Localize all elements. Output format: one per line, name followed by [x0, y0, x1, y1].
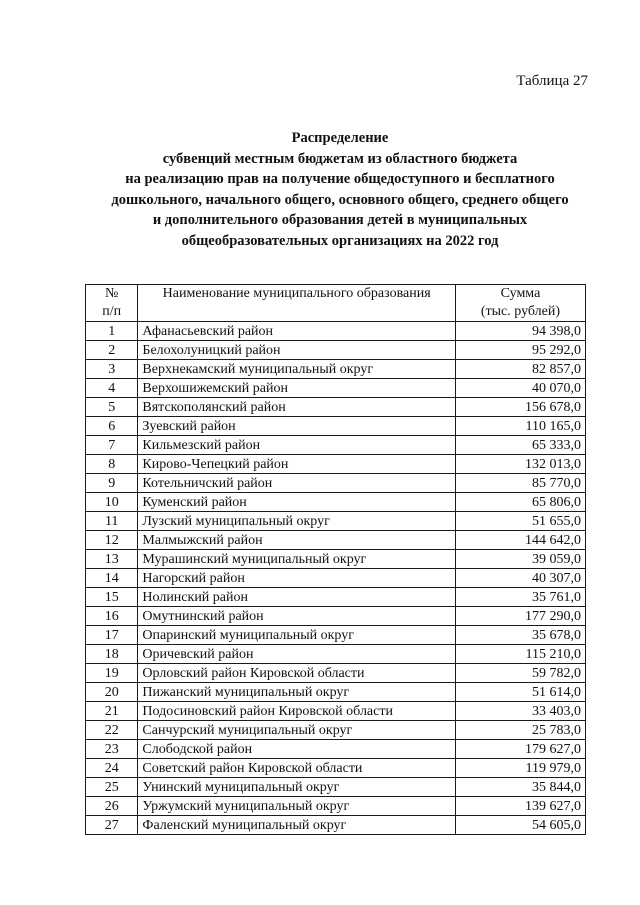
row-number-cell: 20	[86, 683, 138, 702]
row-sum-cell: 40 307,0	[455, 569, 585, 588]
row-number-cell: 5	[86, 398, 138, 417]
table-row	[86, 664, 586, 683]
row-municipality-cell: Верхошижемский район	[138, 379, 456, 398]
table-row	[86, 569, 586, 588]
title-line: и дополнительного образования детей в муниципальных	[152, 212, 528, 228]
subvention-distribution-table	[85, 284, 586, 835]
row-sum-cell: 94 398,0	[455, 322, 585, 341]
row-number-cell: 8	[86, 455, 138, 474]
table-row	[86, 417, 586, 436]
row-municipality-cell: Зуевский район	[138, 417, 456, 436]
row-municipality-cell: Слободской район	[138, 740, 456, 759]
row-municipality-cell: Нолинский район	[138, 588, 456, 607]
row-municipality-cell: Котельничский район	[138, 474, 456, 493]
row-municipality-cell: Оричевский район	[138, 645, 456, 664]
row-sum-cell: 35 761,0	[455, 588, 585, 607]
header-number-line2: п/п	[102, 304, 122, 319]
row-sum-cell: 144 642,0	[455, 531, 585, 550]
header-name-text: Наименование муниципального образования	[162, 286, 431, 301]
title-line: на реализацию прав на получение общедоступного и бесплатного	[125, 171, 555, 187]
row-municipality-cell: Белохолуницкий район	[138, 341, 456, 360]
row-municipality-cell: Пижанский муниципальный округ	[138, 683, 456, 702]
table-header-row	[86, 285, 586, 322]
table-row	[86, 493, 586, 512]
row-municipality-cell: Вятскополянский район	[138, 398, 456, 417]
row-sum-cell: 132 013,0	[455, 455, 585, 474]
row-sum-cell: 119 979,0	[455, 759, 585, 778]
row-sum-cell: 95 292,0	[455, 341, 585, 360]
header-number	[86, 285, 138, 322]
row-number-cell: 13	[86, 550, 138, 569]
row-number-cell: 19	[86, 664, 138, 683]
table-row	[86, 683, 586, 702]
table-row	[86, 322, 586, 341]
row-sum-cell: 39 059,0	[455, 550, 585, 569]
row-sum-cell: 54 605,0	[455, 816, 585, 835]
row-sum-cell: 59 782,0	[455, 664, 585, 683]
row-sum-cell: 35 678,0	[455, 626, 585, 645]
row-municipality-cell: Кирово-Чепецкий район	[138, 455, 456, 474]
table-row	[86, 740, 586, 759]
row-number-cell: 27	[86, 816, 138, 835]
row-number-cell: 25	[86, 778, 138, 797]
row-sum-cell: 82 857,0	[455, 360, 585, 379]
table-row	[86, 797, 586, 816]
row-sum-cell: 65 806,0	[455, 493, 585, 512]
row-sum-cell: 33 403,0	[455, 702, 585, 721]
row-sum-cell: 139 627,0	[455, 797, 585, 816]
row-sum-cell: 25 783,0	[455, 721, 585, 740]
header-number-line1: №	[105, 286, 119, 301]
row-number-cell: 24	[86, 759, 138, 778]
row-number-cell: 16	[86, 607, 138, 626]
header-sum-line1: Сумма	[500, 286, 541, 301]
table-row	[86, 531, 586, 550]
table-row	[86, 341, 586, 360]
table-row	[86, 436, 586, 455]
row-number-cell: 14	[86, 569, 138, 588]
row-number-cell: 1	[86, 322, 138, 341]
table-row	[86, 607, 586, 626]
row-number-cell: 3	[86, 360, 138, 379]
row-sum-cell: 115 210,0	[455, 645, 585, 664]
row-number-cell: 2	[86, 341, 138, 360]
row-sum-cell: 177 290,0	[455, 607, 585, 626]
row-number-cell: 22	[86, 721, 138, 740]
row-sum-cell: 35 844,0	[455, 778, 585, 797]
row-municipality-cell: Фаленский муниципальный округ	[138, 816, 456, 835]
row-sum-cell: 110 165,0	[455, 417, 585, 436]
table-row	[86, 778, 586, 797]
row-municipality-cell: Омутнинский район	[138, 607, 456, 626]
row-municipality-cell: Кильмезский район	[138, 436, 456, 455]
row-municipality-cell: Верхнекамский муниципальный округ	[138, 360, 456, 379]
row-municipality-cell: Афанасьевский район	[138, 322, 456, 341]
row-municipality-cell: Нагорский район	[138, 569, 456, 588]
row-number-cell: 7	[86, 436, 138, 455]
row-municipality-cell: Санчурский муниципальный округ	[138, 721, 456, 740]
row-number-cell: 9	[86, 474, 138, 493]
table-row	[86, 759, 586, 778]
row-municipality-cell: Советский район Кировской области	[138, 759, 456, 778]
table-row	[86, 588, 586, 607]
row-municipality-cell: Подосиновский район Кировской области	[138, 702, 456, 721]
row-number-cell: 15	[86, 588, 138, 607]
table-row	[86, 702, 586, 721]
header-sum	[455, 285, 585, 322]
table-row	[86, 360, 586, 379]
row-number-cell: 6	[86, 417, 138, 436]
row-municipality-cell: Унинский муниципальный округ	[138, 778, 456, 797]
row-number-cell: 11	[86, 512, 138, 531]
row-sum-cell: 179 627,0	[455, 740, 585, 759]
row-sum-cell: 65 333,0	[455, 436, 585, 455]
row-municipality-cell: Лузский муниципальный округ	[138, 512, 456, 531]
header-municipality-name	[138, 285, 456, 322]
table-row	[86, 512, 586, 531]
row-number-cell: 12	[86, 531, 138, 550]
table-row	[86, 550, 586, 569]
row-number-cell: 18	[86, 645, 138, 664]
row-municipality-cell: Куменский район	[138, 493, 456, 512]
row-sum-cell: 85 770,0	[455, 474, 585, 493]
table-row	[86, 474, 586, 493]
table-row	[86, 816, 586, 835]
row-municipality-cell: Опаринский муниципальный округ	[138, 626, 456, 645]
header-sum-line2: (тыс. рублей)	[480, 304, 561, 319]
table-row	[86, 379, 586, 398]
row-sum-cell: 156 678,0	[455, 398, 585, 417]
table-number-label: Таблица 27	[516, 73, 588, 89]
row-municipality-cell: Орловский район Кировской области	[138, 664, 456, 683]
row-number-cell: 10	[86, 493, 138, 512]
row-number-cell: 21	[86, 702, 138, 721]
table-row	[86, 626, 586, 645]
row-sum-cell: 51 655,0	[455, 512, 585, 531]
row-number-cell: 4	[86, 379, 138, 398]
row-municipality-cell: Мурашинский муниципальный округ	[138, 550, 456, 569]
title-line: дошкольного, начального общего, основного общего, среднего общего	[111, 191, 569, 208]
row-municipality-cell: Малмыжский район	[138, 531, 456, 550]
table-row	[86, 455, 586, 474]
document-title	[40, 128, 640, 251]
table-row	[86, 398, 586, 417]
table-row	[86, 721, 586, 740]
row-sum-cell: 51 614,0	[455, 683, 585, 702]
title-line: Распределение	[291, 130, 389, 146]
row-number-cell: 23	[86, 740, 138, 759]
row-municipality-cell: Уржумский муниципальный округ	[138, 797, 456, 816]
row-sum-cell: 40 070,0	[455, 379, 585, 398]
table-row	[86, 645, 586, 664]
table-body	[86, 322, 586, 835]
title-line: общеобразовательных организациях на 2022 год	[181, 232, 499, 249]
row-number-cell: 17	[86, 626, 138, 645]
title-line: субвенций местным бюджетам из областного бюджета	[162, 150, 518, 167]
row-number-cell: 26	[86, 797, 138, 816]
